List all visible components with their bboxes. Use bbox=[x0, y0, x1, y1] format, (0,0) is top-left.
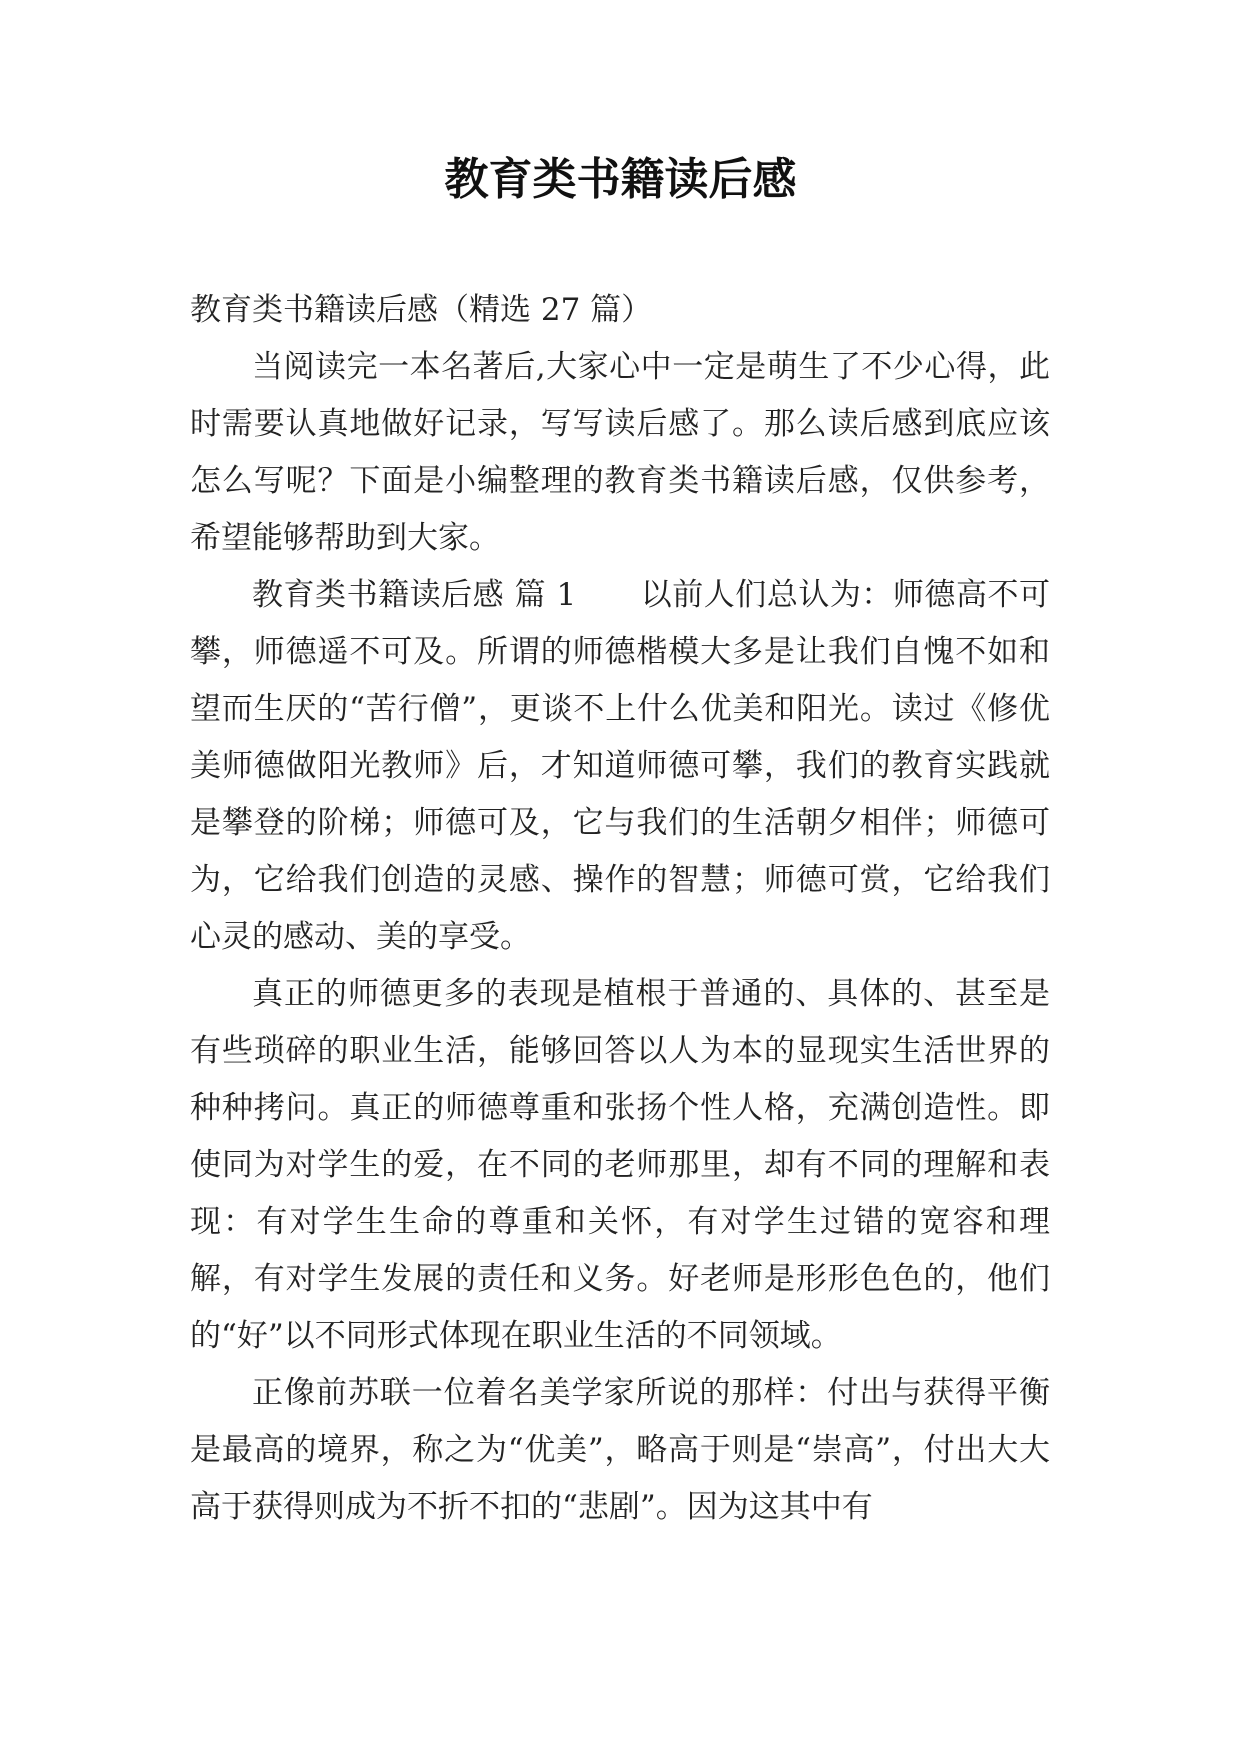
intro-paragraph: 当阅读完一本名著后,大家心中一定是萌生了不少心得，此时需要认真地做好记录，写写读后感了。那么读后感到底应该怎么写呢？下面是小编整理的教育类书籍读后感，仅供参考，希望能够帮助到大家。 bbox=[190, 349, 1050, 556]
paragraph-3: 正像前苏联一位着名美学家所说的那样：付出与获得平衡是最高的境界，称之为“优美”，略高于则是“崇高”，付出大大高于获得则成为不折不扣的“悲剧”。因为这其中有 bbox=[190, 1375, 1050, 1525]
paragraph-2: 真正的师德更多的表现是植根于普通的、具体的、甚至是有些琐碎的职业生活，能够回答以人为本的显现实生活世界的种种拷问。真正的师德尊重和张扬个性人格，充满创造性。即使同为对学生的爱，在不同的老师那里，却有不同的理解和表现：有对学生生命的尊重和关怀，有对学生过错的宽容和理解，有对学生发展的责任和义务。好老师是形形色色的，他们的“好”以不同形式体现在职业生活的不同领域。 bbox=[190, 976, 1050, 1354]
section-1-paragraph bbox=[190, 567, 1050, 966]
document-subtitle: 教育类书籍读后感（精选 27 篇） bbox=[190, 292, 653, 328]
document-title: 教育类书籍读后感 bbox=[444, 154, 797, 205]
paragraph-1-text: 以前人们总认为：师德高不可攀，师德遥不可及。所谓的师德楷模大多是让我们自愧不如和望而生厌的“苦行僧”，更谈不上什么优美和阳光。读过《修优美师德做阳光教师》后，才知道师德可攀，我们的教育实践就是攀登的阶梯；师德可及，它与我们的生活朝夕相伴；师德可为，它给我们创造的灵感、操作的智慧；师德可赏，它给我们心灵的感动、美的享受。 bbox=[190, 577, 1051, 955]
document-body bbox=[190, 282, 1050, 1536]
section-heading: 教育类书籍读后感 篇 1 bbox=[252, 577, 577, 613]
